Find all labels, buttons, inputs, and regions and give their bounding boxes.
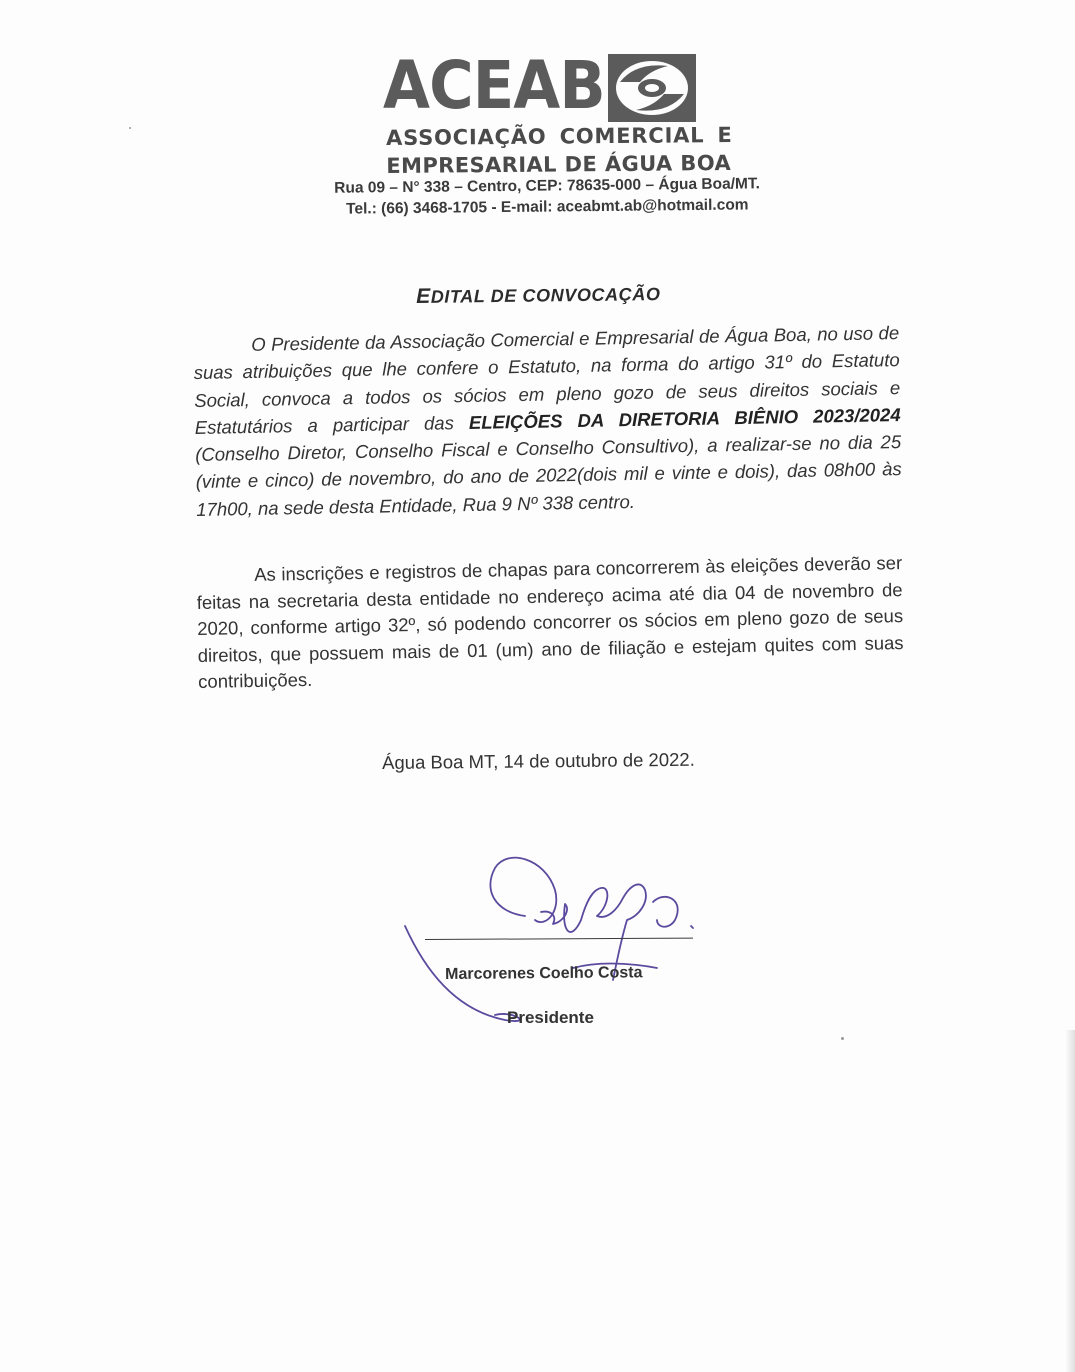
address-line: Rua 09 – N° 338 – Centro, CEP: 78635-000 – Água Boa/MT. bbox=[334, 175, 761, 197]
title-first-letter: E bbox=[416, 284, 431, 308]
signer-role: Presidente bbox=[507, 1008, 594, 1027]
org-name-line1: ASSOCIAÇÃO COMERCIAL E bbox=[386, 122, 733, 150]
org-name-line2: EMPRESARIAL DE ÁGUA BOA bbox=[386, 150, 732, 178]
scan-speck bbox=[129, 127, 131, 129]
document-title bbox=[416, 282, 661, 309]
logo-wordmark: ACEAB bbox=[383, 47, 605, 124]
scan-speck bbox=[841, 1037, 844, 1040]
scan-edge-shadow bbox=[1065, 1030, 1075, 1372]
registration-paragraph: As inscrições e registros de chapas para concorrerem às eleições deverão ser feitas na secretaria desta entidade no endereço acima até dia 04 de novembro de 2020, conforme artigo 32º, só podendo concorrer os sócios em pleno gozo de seus direitos, que possuem mais de 01 (um) ano de filiação e estejam quites com suas contribuições. bbox=[196, 552, 904, 692]
organization-address-block bbox=[312, 173, 782, 220]
aceab-logo bbox=[383, 47, 713, 128]
paragraph1-part2: (Conselho Diretor, Conselho Fiscal e Conselho Consultivo), a realizar-se no dia 25 (vinte e cinco) de novembro, do ano de 2022(dois mil e vinte e dois), das 08h00 às 17h00, na sede desta Entidade, Rua 9 Nº 338 centro. bbox=[195, 431, 902, 520]
organization-name bbox=[386, 121, 733, 180]
paragraph1-part1: O Presidente da Associação Comercial e Empresarial de Água Boa, no uso de suas atribuições que lhe confere o Estatuto, na forma do artigo 31º do Estatuto Social, convoca a todos os sócios em pleno gozo de seus direitos sociais e Estatutários a participar das bbox=[193, 322, 901, 438]
place-and-date: Água Boa MT, 14 de outubro de 2022. bbox=[382, 748, 695, 773]
paragraph1-bold: ELEIÇÕES DA DIRETORIA BIÊNIO 2023/2024 bbox=[468, 403, 901, 433]
contact-line: Tel.: (66) 3468-1705 - E-mail: aceabmt.ab@hotmail.com bbox=[346, 196, 749, 218]
title-rest: DITAL DE CONVOCAÇÃO bbox=[430, 284, 661, 307]
convocation-paragraph bbox=[193, 319, 902, 523]
signer-name: Marcorenes Coelho Costa bbox=[445, 964, 643, 983]
swirl-logo-icon bbox=[606, 52, 698, 124]
